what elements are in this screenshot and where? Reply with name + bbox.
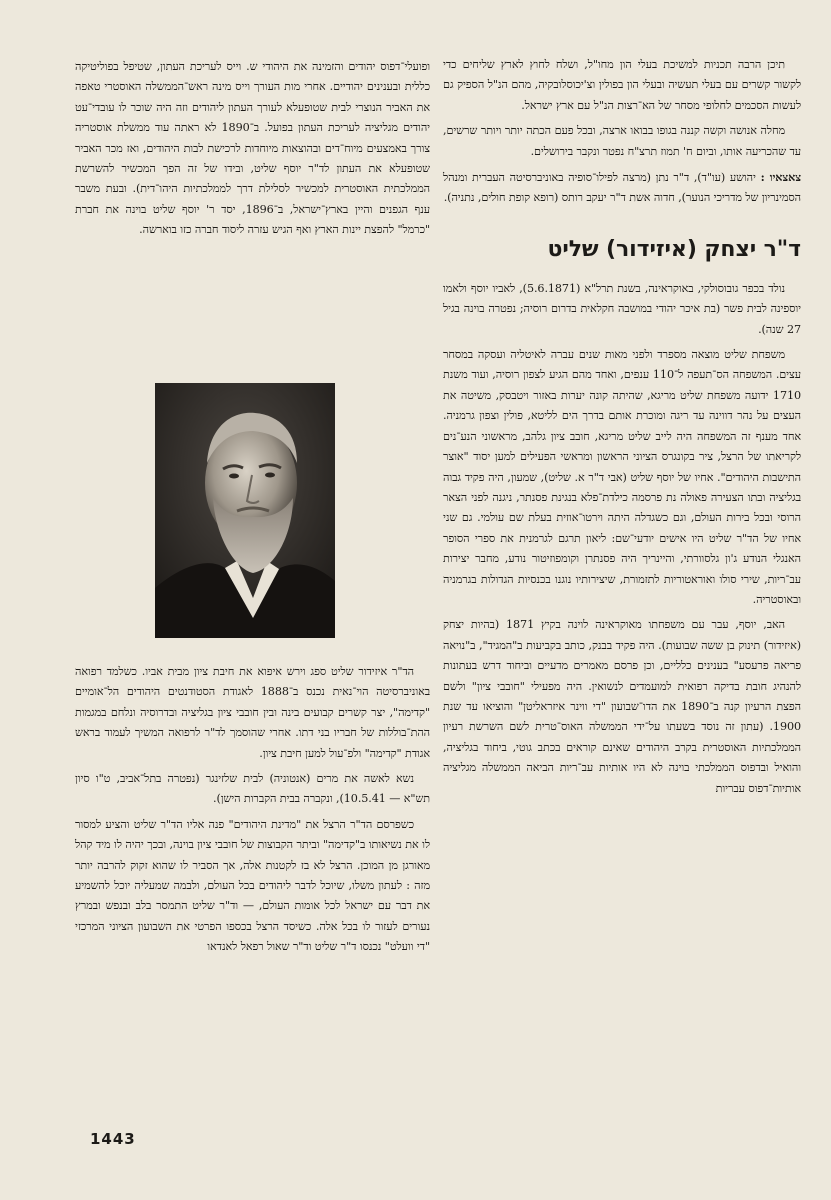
paragraph-birth: נולד בכפר גובוסולקי, באוקראינה, בשנת תרל"א (5.6.1871), לאביו יוסף ולאמו יוספינה לבית פשר (בת איכר יהודי במושבה חקלאית בדרום רוסיה; נפטרה בוינה בגיל 27 שנה). — [443, 281, 801, 336]
page-number: 1443 — [90, 1130, 136, 1148]
portrait-illustration — [155, 383, 335, 638]
left-column-top — [75, 57, 430, 246]
paragraph-father: האב, יוסף, עבר עם משפחתו מאוקראינה לוינה בקיץ 1871 (בהיות יצחק (איזידור) תינוק בן ששה שבועות). היה פקיד בבנק, כותב בקביעות ב"המגיד", ב"נויאה פריאה פרעסע" בענינים כלליים, וכן פרסם מאמרים מדעיים וביחוד דרש בעתונות להנהיג חובת בדיקה רפואית למועמדים לנשואין. היה מפעילי "חובבי ציון" ולשם הפצת הרעיון קנה ב־1890 את הדו־שבועון "די ווינר איזראליטן" והוציאו עד שנת 1900. (עתון זה נוסד בשעתו על־ידי הממשלה האוס־טרית לשם השרשת רעיון הממלכתיות האוסטרית בקרב היהודים שאינם קוראים בכתב גוטי, ביחוד בגליציה, והואיל ובדפוס הממלכתי בוינה לא היו אותיות עב־ריות הביאה הממשלה מגליציה אותיות־דפוס עבריות — [443, 618, 801, 795]
paragraph-newspaper: ופועלי־דפוס יהודים והזמינה את היהודי ש. וייס לעריכת העתון, שטיפל בפוליטיקה כללית ובענינים יהודיים. אחרי מות העורך וייס מינה ראש־הממשלה האוסטרי טאפה את האביר הנוצרי לבית שטופעלא לעורך העתון ליהודים וזה היה שוכר לו עובדי־עט יהודים מגליציה לעריכת העתון בפועל. ב־1890 לא ראתה עוד ממשלת אוסטריה צורך באמצעים מיוח־דים ובהוצאות מיוחדות לרכישת לבות היהודים, ואז מכר האביר שטופעלא את העתון לד"ר יוסף שליט, ובידו של זה הפך המכשיר להשרשת הממלכתית האוסטרית למכשיר לסלילת דרך לממלכתיות היהו־דית). ובעת משבר ענף הגפנים והיין בארץ־ישראל, ב־1896, יסד ר' יוסף שליט בוינה את חברת "כרמל" להפצת יינות הארץ ואף הגיש עזרה ליסוד חברה כזו בוארשה. — [75, 60, 430, 237]
paragraph-marriage: נשא לאשה את מרים (אנטוניה) לבית שלזינגר (נפטרה בתל־אביב, ט"ו סיון תש"א — 10.5.41), ונקברה בבית הקברות הישן). — [75, 772, 430, 806]
paragraph-herzl: כשפרסם הד"ר הרצל את "מדינת היהודים" פנה אליו הד"ר שליט והציע למסור לו את נשיאותו ב"קדימה" וביתר הקבוצות של חובבי ציון בוינה, ובכך יהיה לו מיד קהל מאורגן מן המוכן. הרצל לא בז לקטנות אלה, אך הסביר לו שהוא זקוק להרבה יותר מזה : לעתון משלו, שיוכל לדבר ליהודים בכל העולם, ולבמה שמעליה יוכל להשמיע את דבר עם ישראל לכל אומות העולם, — וד"ר שליט התמסר בלב ובנפש ובמרץ נעורים לעזור לו בכל אלה. כשיסד הרצל בכספו הפרטי את השבועון הציוני המרכזי "די וועלט" נכנסו ד"ר שליט וד"ר שאול רפאל לאנדאו — [75, 817, 430, 954]
portrait-photo — [155, 383, 335, 638]
left-column-bottom — [75, 662, 430, 963]
paragraph-descendants — [443, 167, 801, 209]
paragraph-illness: מחלה אנושה וקשה קננה בגופו בבואו ארצה, ובכל פעם הכתה יותר ויותר שרשים, עד שהכריעה אותו, וביום ח' תמוז תרצ"ח נפטר ונקבר בירושלים. — [443, 124, 801, 158]
descendants-label: צאצאיו : — [760, 170, 801, 185]
right-column — [443, 55, 801, 804]
paragraph-family-origin: משפחת שליט מוצאה מספרד ולפני מאות שנים עברה לאיטליה ועסקה במסחר עצים. המשפחה הס־תעפה ל־110 ענפים, ואחד מהם הגיע לצפון רוסיה, ועוד משנת 1710 ידועה משפחת שליט מריגא, שהיתה קונה יערות באזור ויטבסק, משיטה את העצים על נהר דווינה עד ריגה ומוכרת אותם בדרך הים לליטא, פולין וצפון גרמניה. אחד מענף זה המשפחה היה לייב שליט מריגא, חובב ציון גלהב, מראשוני הנע־נים לקריאתו של הרצל, ציר בקונגרס הציוני הראשון ומראשי הפעילים למען יסוד "אוצר התישבות היהודים". אחיו של יוסף שליט (אבי ד"ר א. שליט), שמעון, היה פקיד גבוה בגליציה ובתו הצעירה פאולה נת פרסמה כילדת־פלא בנגינת פסנתר, ניגנה לפני הצאר הרוסי ובכל בירות העולם, וגם כשגדלה היתה וירטו־אוזית בעלת שם עולמי. גם שני אחיו של הד"ר שליט היו אישים יודעי־שם: ליאון תרגם לגרמנית את ספרי הסופר האנגלי הנודע ג'ון גלסוורתי, והיינריך היה פסנתרן וקומפוזיטור נודע, מחבר יצירות עב־ריות, שירי סולו ואוראטוריות לתזמורת, שיצירותיו נוגנו בכנסיות הגדולות בגרמניה ובאוסטריה. — [443, 348, 801, 606]
descendants-text: יהושע (עו"ד), ד"ר נתן (מרצה לפילו־סופיה באוניברסיטה העברית ומנהל הסמינריון של מדריכי הנוער), חדוה אשת ד"ר יעקב רותס (רופא קופת חולים, נתניה). — [443, 171, 801, 205]
article-heading: ד"ר יצחק (איזידור) שליט — [547, 236, 801, 262]
paragraph-plans: תיכן הרבה תכניות למשיכת בעלי הון מחו"ל, ושלח לחוץ לארץ שליחים כדי לקשור קשרים עם בעלי תעשיה ובעלי הון בפולין וצ'יכוסלובקיה, מהם הנ"ל הספיק גם לעשות הסכמים לחלופי מסחר של הא־רצות הנ"ל עם ארץ ישראל. — [443, 58, 801, 112]
paragraph-hibat-zion: הד"ר איזידור שליט ספג וירש איפוא את חיבת ציון מבית אביו. כשלמד רפואה באוניברסיטה הוי־נאית נכנס ב־1888 לאגודת הסטודנטים היהודים הל־אומיים "קדימה", יצר קשרים קבועים בינה ובין חובבי ציון בגליציה ובדרוסיה ונלחם במגמות ההת־בוללות של חבריו בני דתו. אחרי שהוסמך לד"ר לרפואה המשיך לעמוד בראש אגודת "קדימה" ולפ־עול למען חיבת ציון. — [75, 665, 430, 760]
